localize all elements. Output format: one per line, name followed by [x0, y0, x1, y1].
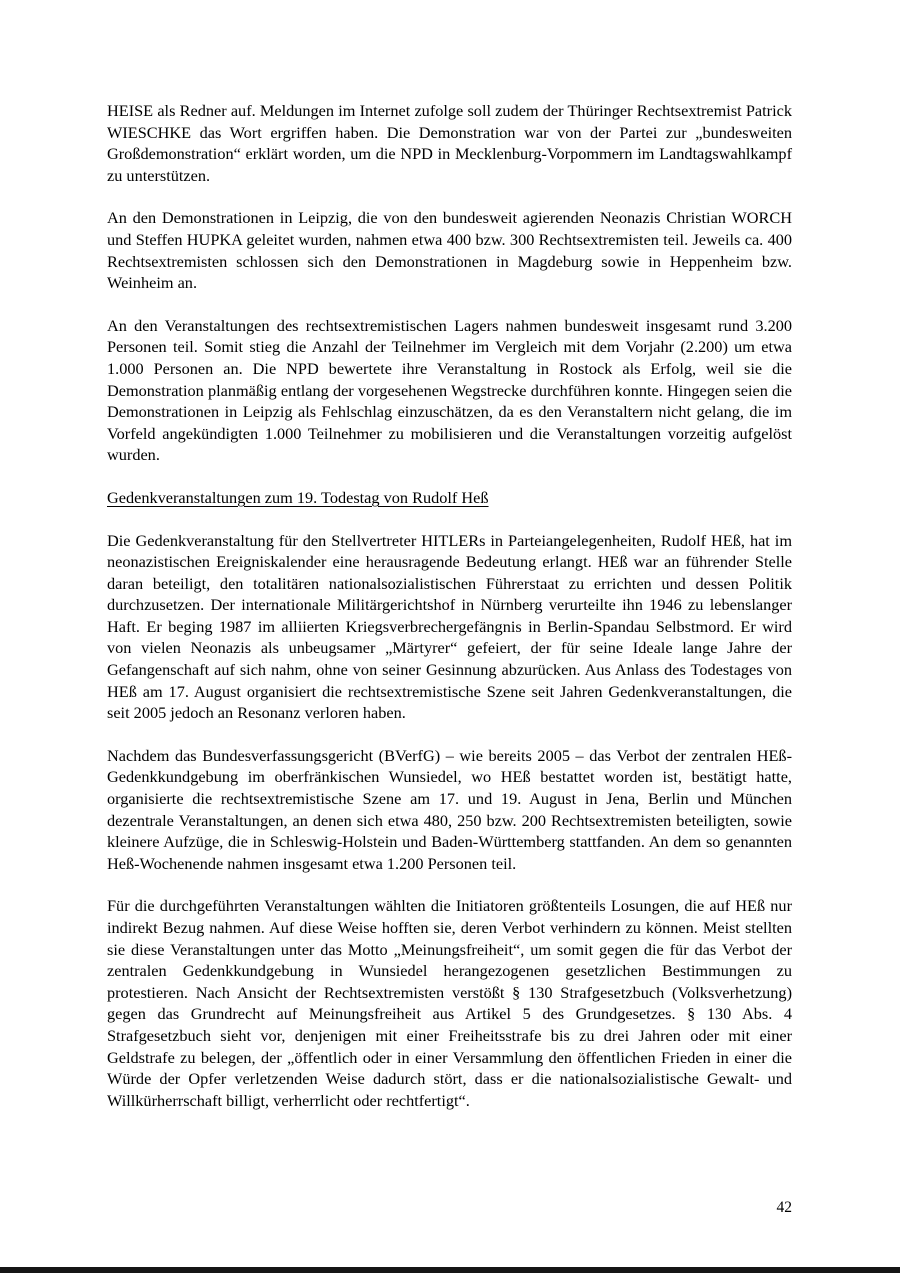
paragraph-demonstrationen-leipzig: An den Demonstrationen in Leipzig, die von den bundesweit agierenden Neonazis Christian WORCH und Steffen HUPKA geleitet wurden, nahmen etwa 400 bzw. 300 Rechtsextremisten teil. Jeweils ca. 400 Rechtsextremisten schlossen sich den Demonstrationen in Magdeburg sowie in Heppenheim bzw. Weinheim an.	[107, 208, 792, 293]
section-heading-gedenkveranstaltungen: Gedenkveranstaltungen zum 19. Todestag von Rudolf Heß	[107, 487, 489, 507]
paragraph-veranstaltungen-teilnehmer: An den Veranstaltungen des rechtsextremistischen Lagers nahmen bundesweit insgesamt rund 3.200 Personen teil. Somit stieg die Anzahl der Teilnehmer im Vergleich mit dem Vorjahr (2.200) um etwa 1.000 Personen an. Die NPD bewertete ihre Veranstaltung in Rostock als Erfolg, weil sie die Demonstration planmäßig entlang der vorgesehenen Wegstrecke durchführen konnte. Hingegen seien die Demonstrationen in Leipzig als Fehlschlag einzuschätzen, da es den Veranstaltern nicht gelang, die im Vorfeld angekündigten 1.000 Teilnehmer zu mobilisieren und die Veranstaltungen vorzeitig aufgelöst wurden.	[107, 315, 792, 465]
page-bottom-edge	[0, 1267, 900, 1273]
paragraph-losungen-meinungsfreiheit: Für die durchgeführten Veranstaltungen wählten die Initiatoren größtenteils Losungen, die auf HEß nur indirekt Bezug nahmen. Auf diese Weise hofften sie, deren Verbot verhindern zu können. Meist stellten sie diese Veranstaltungen unter das Motto „Meinungsfreiheit“, um somit gegen die für das Verbot der zentralen Gedenkkundgebung in Wunsiedel herangezogenen gesetzlichen Bestimmungen zu protestieren. Nach Ansicht der Rechtsextremisten verstößt § 130 Strafgesetzbuch (Volksverhetzung) gegen das Grundrecht auf Meinungsfreiheit aus Artikel 5 des Grundgesetzes. § 130 Abs. 4 Strafgesetzbuch sieht vor, denjenigen mit einer Freiheitsstrafe bis zu drei Jahren oder mit einer Geldstrafe zu belegen, der „öffentlich oder in einer Versammlung den öffentlichen Frieden in einer die Würde der Opfer verletzenden Weise dadurch stört, dass er die nationalsozialistische Gewalt- und Willkürherrschaft billigt, verherrlicht oder rechtfertigt“.	[107, 896, 792, 1110]
paragraph-hess-bedeutung: Die Gedenkveranstaltung für den Stellvertreter HITLERs in Parteiangelegenheiten, Rudolf HEß, hat im neonazistischen Ereigniskalender eine herausragende Bedeutung erlangt. HEß war an führender Stelle daran beteiligt, den totalitären nationalsozialistischen Führerstaat zu errichten und dessen Politik durchzusetzen. Der internationale Militärgerichtshof in Nürnberg verurteilte ihn 1946 zu lebenslanger Haft. Er beging 1987 im alliierten Kriegsverbrechergefängnis in Berlin-Spandau Selbstmord. Er wird von vielen Neonazis als unbeugsamer „Märtyrer“ gefeiert, der für seine Ideale lange Jahre der Gefangenschaft auf sich nahm, ohne von seiner Gesinnung abzurücken. Aus Anlass des Todestages von HEß am 17. August organisiert die rechtsextremistische Szene seit Jahren Gedenkveranstaltungen, die seit 2005 jedoch an Resonanz verloren haben.	[107, 530, 792, 723]
page-number: 42	[776, 1199, 792, 1216]
paragraph-demonstration-npd: HEISE als Redner auf. Meldungen im Internet zufolge soll zudem der Thüringer Rechtsextremist Patrick WIESCHKE das Wort ergriffen haben. Die Demonstration war von der Partei zur „bundesweiten Großdemonstration“ erklärt worden, um die NPD in Mecklenburg-Vorpommern im Landtagswahlkampf zu unterstützen.	[107, 101, 792, 185]
paragraph-bverfg-verbot: Nachdem das Bundesverfassungsgericht (BVerfG) – wie bereits 2005 – das Verbot der zentralen HEß-Gedenkkundgebung im oberfränkischen Wunsiedel, wo HEß bestattet worden ist, bestätigt hatte, organisierte die rechtsextremistische Szene am 17. und 19. August in Jena, Berlin und München dezentrale Veranstaltungen, an denen sich etwa 480, 250 bzw. 200 Rechtsextremisten beteiligten, sowie kleinere Aufzüge, die in Schleswig-Holstein und Baden-Württemberg stattfanden. An dem so genannten Heß-Wochenende nahmen insgesamt etwa 1.200 Personen teil.	[107, 745, 792, 873]
